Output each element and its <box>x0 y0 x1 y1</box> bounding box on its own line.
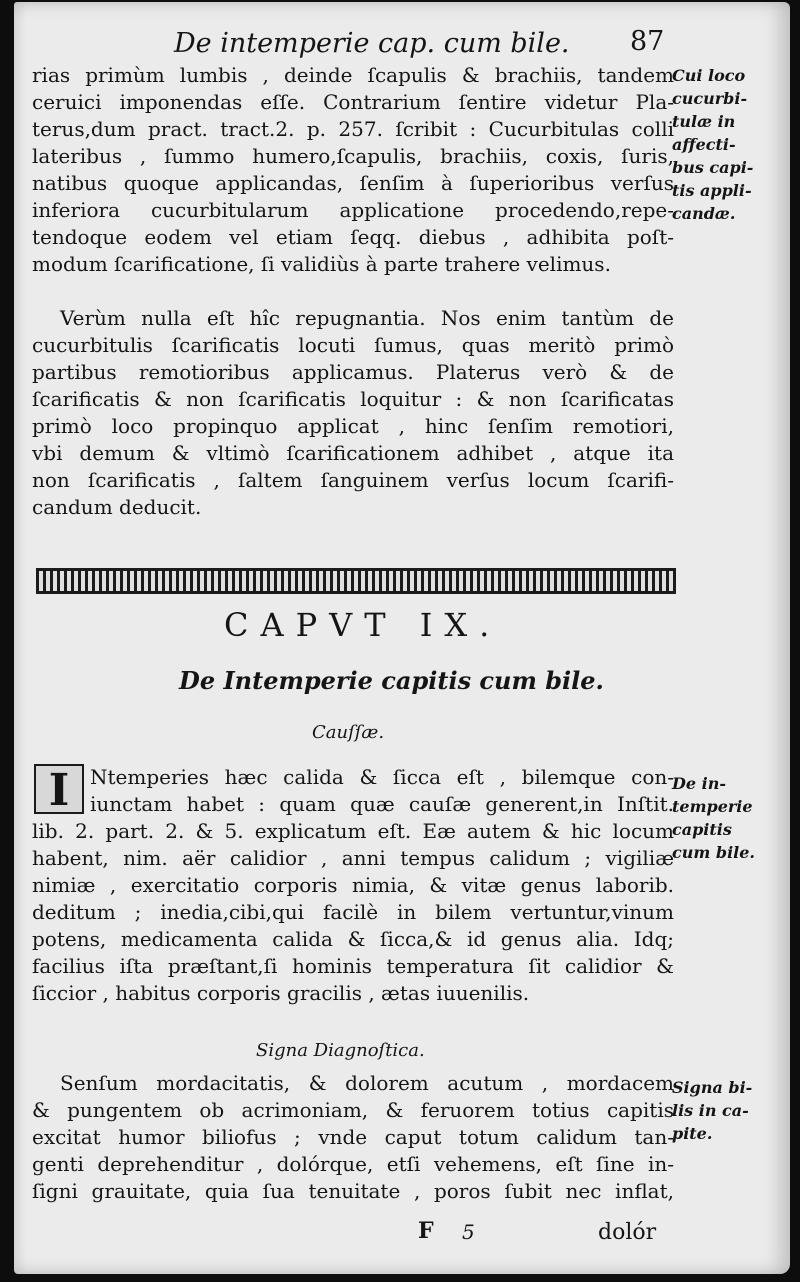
margin-note-line: tis appli- <box>672 181 752 200</box>
ornamental-border <box>36 568 676 594</box>
text-line: terus,dum pract. tract.2. p. 257. ſcribit : Cucurbitulas colli <box>32 117 674 141</box>
paragraph-3 <box>32 764 674 1007</box>
catchword: dolór <box>598 1220 657 1245</box>
chapter-title: CAPVT IX. <box>224 606 502 644</box>
text-line: Ntemperies hæc calida & ſicca eſt , bilemque con- <box>90 765 674 789</box>
text-line: genti deprehenditur , dolórque, etſi vehemens, eſt ſine in- <box>32 1152 674 1176</box>
margin-note-line: lis in ca- <box>672 1101 749 1120</box>
book-gutter <box>0 0 14 1282</box>
text-line: Senſum mordacitatis, & dolorem acutum , mordacem <box>60 1071 674 1095</box>
margin-note-line: pite. <box>672 1124 713 1143</box>
text-line: excitat humor biliofus ; vnde caput totum calidum tan- <box>32 1125 674 1149</box>
text-line: candum deducit. <box>32 495 202 519</box>
section-heading-signa: Signa Diagnoſtica. <box>256 1040 425 1061</box>
text-line: cucurbitulis ſcarificatis locuti ſumus, quas meritò primò <box>32 333 674 357</box>
chapter-subtitle: De Intemperie capitis cum bile. <box>179 666 604 695</box>
margin-note-line: temperie <box>672 797 753 816</box>
text-line: non ſcarificatis , ſaltem ſanguinem verſus locum ſcarifi- <box>32 468 674 492</box>
decorated-initial: I <box>34 764 84 814</box>
margin-note-line: cum bile. <box>672 843 755 862</box>
margin-note-line: bus capi- <box>672 158 754 177</box>
text-line: nimiæ , exercitatio corporis nimia, & vitæ genus laborib. <box>32 873 674 897</box>
text-line: partibus remotioribus applicamus. Platerus verò & de <box>32 360 674 384</box>
margin-note-line: De in- <box>672 774 726 793</box>
text-line: iunctam habet : quam quæ cauſæ generent,in Inſtit. <box>90 792 674 816</box>
text-line: deditum ; inedia,cibi,qui facilè in bilem vertuntur,vinum <box>32 900 674 924</box>
page-number: 87 <box>630 26 665 57</box>
text-line: & pungentem ob acrimoniam, & feruorem totius capitis <box>32 1098 674 1122</box>
text-line: inferiora cucurbitularum applicatione procedendo,repe- <box>32 198 674 222</box>
section-heading-causae: Cauſſæ. <box>312 722 385 743</box>
margin-note-line: cucurbi- <box>672 89 748 108</box>
text-line: ſiccior , habitus corporis gracilis , ætas iuuenilis. <box>32 981 530 1005</box>
margin-note-line: affecti- <box>672 135 736 154</box>
text-line: lib. 2. part. 2. & 5. explicatum eſt. Eæ autem & hic locum <box>32 819 674 843</box>
text-line: rias primùm lumbis , deinde ſcapulis & brachiis, tandem <box>32 63 674 87</box>
text-line: lateribus , ſummo humero,ſcapulis, brachiis, coxis, ſuris, <box>32 144 674 168</box>
margin-note-line: Signa bi- <box>672 1078 753 1097</box>
text-line: vbi demum & vltimò ſcarificationem adhibet , atque ita <box>32 441 674 465</box>
book-page <box>14 2 790 1274</box>
text-line: ſcarificatis & non ſcarificatis loquitur : & non ſcarificatas <box>32 387 674 411</box>
margin-note-line: candæ. <box>672 204 736 223</box>
margin-note-signa <box>672 1076 782 1145</box>
margin-note-line: tulæ in <box>672 112 736 131</box>
paragraph-4 <box>32 1070 674 1205</box>
running-title: De intemperie cap. cum bile. <box>174 28 570 59</box>
margin-note-cucurbitulae <box>672 64 782 225</box>
margin-note-line: Cui loco <box>672 66 746 85</box>
text-line: ſigni grauitate, quia ſua tenuitate , poros ſubit nec inflat, <box>32 1179 674 1203</box>
text-line: ceruici imponendas eſſe. Contrarium ſentire videtur Pla- <box>32 90 674 114</box>
text-line: tendoque eodem vel etiam ſeqq. diebus , adhibita poſt- <box>32 225 674 249</box>
paragraph-2 <box>32 305 674 521</box>
signature-number: 5 <box>462 1220 475 1244</box>
margin-note-line: capitis <box>672 820 732 839</box>
text-line: Verùm nulla eſt hîc repugnantia. Nos enim tantùm de <box>60 306 674 330</box>
paragraph-1 <box>32 62 674 278</box>
signature-mark: F <box>418 1218 434 1244</box>
text-line: modum ſcarificatione, ſi validiùs à parte trahere velimus. <box>32 252 611 276</box>
text-line: primò loco propinquo applicat , hinc ſenſim remotiori, <box>32 414 674 438</box>
margin-note-intemperie <box>672 772 782 864</box>
text-line: facilius iſta præſtant,ſi hominis temperatura ſit calidior & <box>32 954 674 978</box>
text-line: habent, nim. aër calidior , anni tempus calidum ; vigiliæ <box>32 846 674 870</box>
text-line: natibus quoque applicandas, ſenſim à ſuperioribus verſus <box>32 171 674 195</box>
text-line: potens, medicamenta calida & ſicca,& id genus alia. Idq; <box>32 927 674 951</box>
